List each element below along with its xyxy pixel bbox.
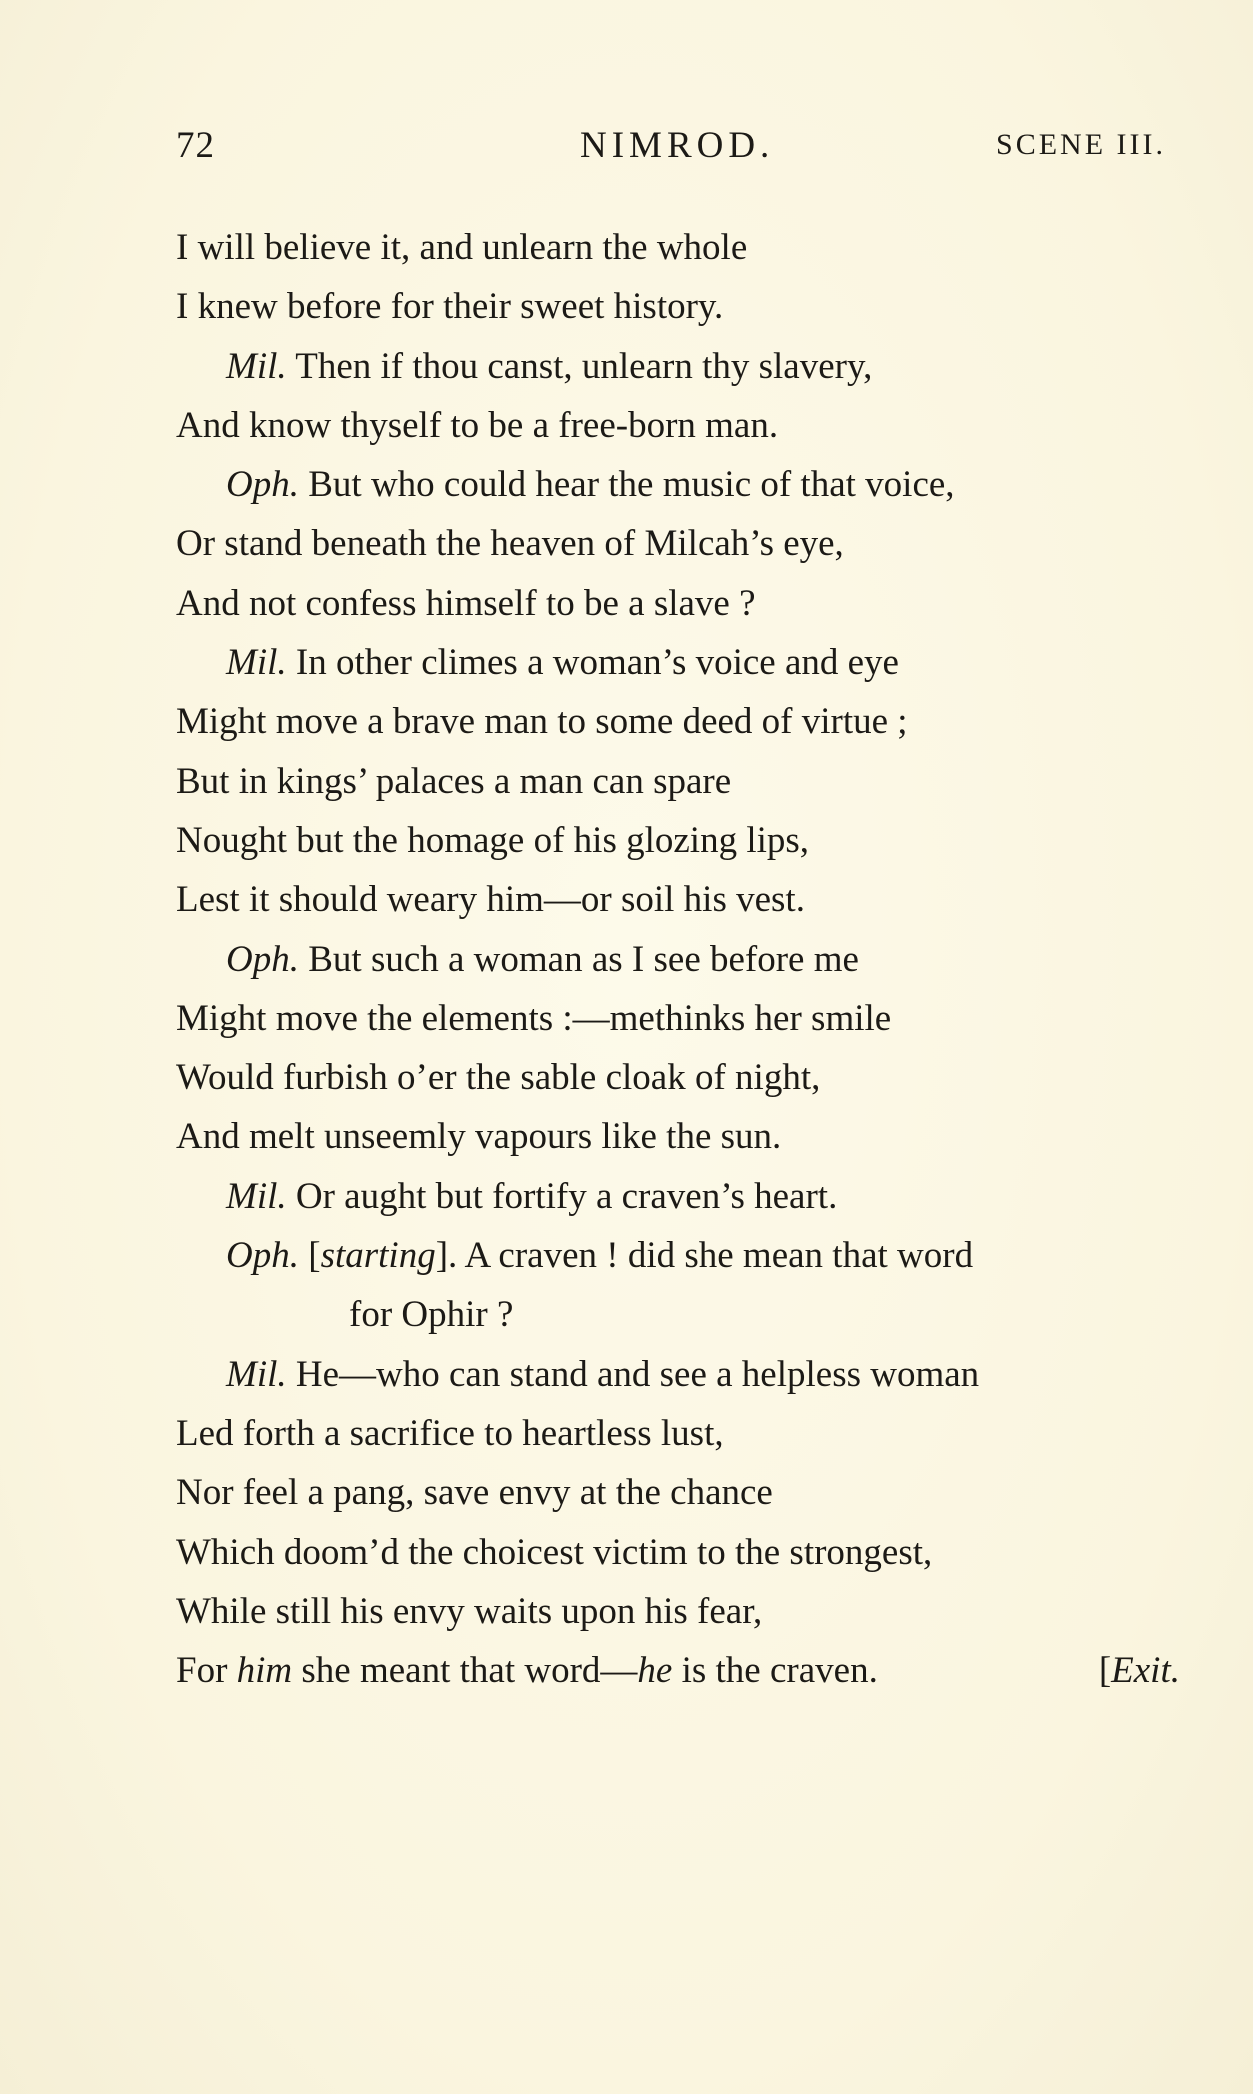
scene-label: SCENE III. bbox=[996, 128, 1166, 161]
line-text: For bbox=[176, 1650, 237, 1692]
verse-line: Might move a brave man to some deed of virtue ; bbox=[176, 701, 908, 743]
line-text: A craven ! did she mean that word bbox=[457, 1235, 974, 1277]
verse-line-continuation: for Ophir ? bbox=[349, 1294, 514, 1336]
line-text: is the craven. bbox=[672, 1650, 878, 1692]
line-text: But who could hear the music of that voice, bbox=[298, 464, 955, 506]
verse-line: And know thyself to be a free-born man. bbox=[176, 404, 779, 446]
verse-line: But in kings’ palaces a man can spare bbox=[176, 760, 732, 802]
line-text: she meant that word— bbox=[292, 1650, 638, 1692]
line-text: He—who can stand and see a helpless woman bbox=[286, 1353, 980, 1395]
verse-line bbox=[176, 1167, 1196, 1226]
verse-line: Would furbish o’er the sable cloak of night, bbox=[176, 1057, 821, 1099]
verse-line: Nought but the homage of his glozing lips, bbox=[176, 819, 810, 861]
exit-direction bbox=[1099, 1641, 1180, 1700]
emphasis-text: he bbox=[637, 1650, 673, 1692]
verse-line: I knew before for their sweet history. bbox=[176, 286, 724, 328]
verse-line: While still his envy waits upon his fear, bbox=[176, 1590, 763, 1632]
verse-line: And not confess himself to be a slave ? bbox=[176, 582, 756, 624]
line-text: Then if thou canst, unlearn thy slavery, bbox=[286, 345, 873, 387]
verse-line bbox=[176, 1641, 1180, 1700]
stage-direction: starting bbox=[320, 1235, 436, 1277]
speaker-name: Mil. bbox=[226, 1353, 287, 1395]
verse-line bbox=[176, 930, 1196, 989]
page-header bbox=[176, 124, 1166, 174]
verse-line bbox=[176, 1226, 1196, 1285]
verse-line bbox=[176, 1345, 1196, 1404]
line-text: In other climes a woman’s voice and eye bbox=[286, 642, 899, 684]
verse-line: I will believe it, and unlearn the whole bbox=[176, 227, 748, 268]
verse-text bbox=[176, 218, 1196, 1700]
verse-line: Might move the elements :—methinks her smile bbox=[176, 997, 892, 1039]
verse-line: Or stand beneath the heaven of Milcah’s eye, bbox=[176, 523, 844, 565]
page-number: 72 bbox=[176, 125, 215, 166]
speaker-name: Mil. bbox=[226, 345, 287, 387]
verse-line: Led forth a sacrifice to heartless lust, bbox=[176, 1412, 724, 1454]
stage-bracket: [ bbox=[1098, 1650, 1112, 1692]
speaker-name: Mil. bbox=[226, 642, 287, 684]
verse-line: Nor feel a pang, save envy at the chance bbox=[176, 1472, 773, 1514]
verse-line: Lest it should weary him—or soil his vest. bbox=[176, 879, 805, 921]
verse-line bbox=[176, 455, 1196, 514]
stage-direction: Exit. bbox=[1111, 1650, 1180, 1692]
speaker-name: Mil. bbox=[226, 1175, 287, 1217]
line-text: But such a woman as I see before me bbox=[298, 938, 859, 980]
speaker-name: Oph. bbox=[226, 464, 299, 506]
stage-bracket: [ bbox=[298, 1235, 321, 1277]
stage-bracket: ]. bbox=[435, 1235, 458, 1277]
verse-line bbox=[176, 633, 1196, 692]
verse-line bbox=[176, 337, 1196, 396]
running-title: NIMROD. bbox=[580, 125, 775, 166]
speaker-name: Oph. bbox=[226, 938, 299, 980]
emphasis-text: him bbox=[236, 1650, 293, 1692]
line-text: Or aught but fortify a craven’s heart. bbox=[286, 1175, 838, 1217]
speaker-name: Oph. bbox=[226, 1235, 299, 1277]
verse-line: And melt unseemly vapours like the sun. bbox=[176, 1116, 782, 1158]
verse-line: Which doom’d the choicest victim to the strongest, bbox=[176, 1531, 933, 1573]
